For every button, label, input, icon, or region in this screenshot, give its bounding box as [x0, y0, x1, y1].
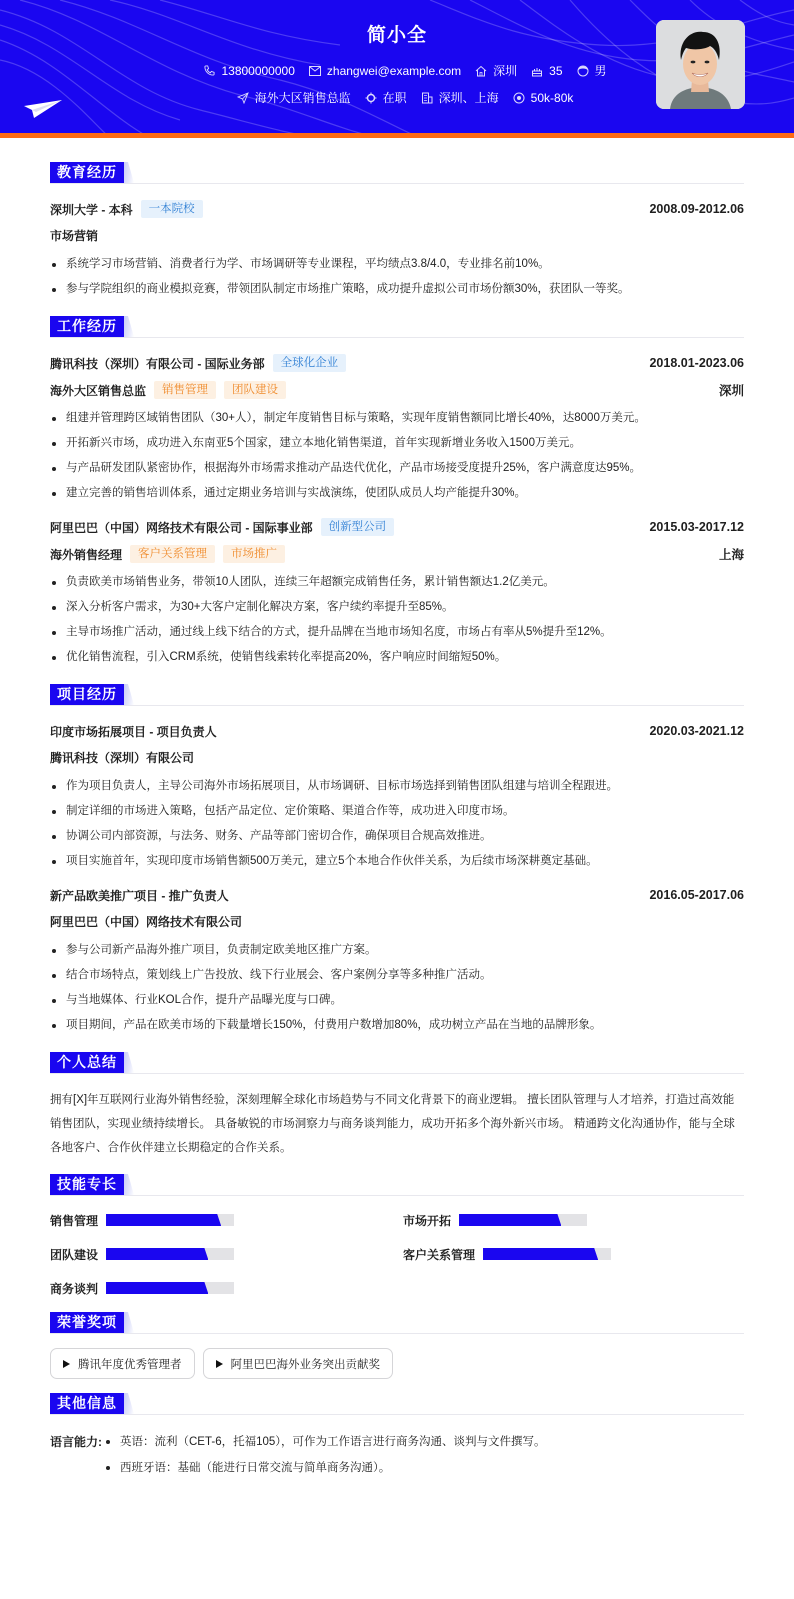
role-tag: 团队建设: [224, 381, 286, 399]
major: 市场营销: [50, 229, 99, 243]
skill-name: 团队建设: [50, 1247, 99, 1262]
language-label: 语言能力:: [50, 1435, 102, 1449]
status-item: 在职: [365, 89, 407, 106]
awards-list: [50, 1348, 744, 1379]
section-title: 荣誉奖项: [50, 1312, 124, 1333]
work-city-item: 深圳、上海: [421, 89, 499, 106]
award-badge: 腾讯年度优秀管理者: [50, 1348, 195, 1379]
skill-bar: [459, 1214, 587, 1226]
work-section: [50, 316, 744, 670]
language-info: [50, 1429, 744, 1481]
list-item: 制定详细的市场进入策略，包括产品定位、定价策略、渠道合作等，成功进入印度市场。: [50, 799, 744, 824]
school-tag: 一本院校: [141, 200, 203, 218]
role-tag: 销售管理: [154, 381, 216, 399]
list-item: 作为项目负责人，主导公司海外市场拓展项目，从市场调研、目标市场选择到销售团队组建与培训全程跟进。: [50, 774, 744, 799]
gender-icon: [577, 65, 589, 77]
skill-bar: [106, 1248, 234, 1260]
section-header: [50, 1312, 744, 1334]
award-badge: 阿里巴巴海外业务突出贡献奖: [203, 1348, 394, 1379]
position-item: 海外大区销售总监: [237, 89, 351, 106]
city-item: 深圳: [475, 62, 517, 79]
skill-bar: [483, 1248, 611, 1260]
skill-item: [403, 1244, 756, 1264]
work-bullets: [50, 406, 744, 506]
section-title: 个人总结: [50, 1052, 124, 1073]
section-header: [50, 684, 744, 706]
role-tag: 客户关系管理: [130, 545, 215, 563]
project-bullets: [50, 938, 744, 1038]
section-title: 教育经历: [50, 162, 124, 183]
section-header: [50, 316, 744, 338]
skills-section: [50, 1174, 744, 1298]
section-title: 工作经历: [50, 316, 124, 337]
skill-item: [403, 1210, 756, 1230]
skill-name: 客户关系管理: [403, 1247, 476, 1262]
role-tag: 市场推广: [223, 545, 285, 563]
work-date: 2015.03-2017.12: [649, 520, 744, 534]
phone-icon: [203, 65, 215, 77]
job-role: 海外销售经理: [50, 547, 123, 562]
resume-header: [0, 0, 794, 138]
candidate-name: 简小全: [366, 25, 427, 46]
age-item: 35: [531, 64, 562, 78]
school-name: 深圳大学 - 本科: [50, 202, 133, 217]
project-name: 印度市场拓展项目 - 项目负责人: [50, 724, 217, 739]
project-entry: [50, 884, 744, 1038]
list-item: 项目期间，产品在欧美市场的下载量增长150%，付费用户数增加80%，成功树立产品在当地的品牌形象。: [50, 1013, 744, 1038]
skill-bar-fill: [459, 1214, 561, 1226]
phone-item: 13800000000: [203, 64, 294, 78]
education-section: [50, 162, 744, 302]
section-title: 项目经历: [50, 684, 124, 705]
skills-grid: [50, 1210, 744, 1298]
salary-item: 50k-80k: [513, 91, 574, 105]
summary-section: [50, 1052, 744, 1160]
list-item: 组建并管理跨区域销售团队（30+人），制定年度销售目标与策略，实现年度销售额同比增长40%，达8000万美元。: [50, 406, 744, 431]
work-entry: [50, 516, 744, 670]
list-item: 主导市场推广活动，通过线上线下结合的方式，提升品牌在当地市场知名度，市场占有率从5%提升至12%。: [50, 620, 744, 645]
company-tag: 全球化企业: [273, 354, 347, 372]
list-item: 与产品研发团队紧密协作，根据海外市场需求推动产品迭代优化，产品市场接受度提升25%，客户满意度达95%。: [50, 456, 744, 481]
section-title: 技能专长: [50, 1174, 124, 1195]
work-bullets: [50, 570, 744, 670]
company-name: 腾讯科技（深圳）有限公司 - 国际业务部: [50, 356, 265, 371]
building-icon: [421, 92, 433, 104]
triangle-right-icon: [63, 1360, 70, 1368]
project-company: 阿里巴巴（中国）网络技术有限公司: [50, 915, 243, 929]
skill-bar-fill: [106, 1282, 208, 1294]
gender-item: 男: [577, 62, 607, 79]
section-header: [50, 1174, 744, 1196]
status-icon: [365, 92, 377, 104]
skill-name: 市场开拓: [403, 1213, 452, 1228]
send-icon: [237, 92, 249, 104]
section-header: [50, 162, 744, 184]
work-location: 深圳: [718, 384, 744, 398]
list-item: 西班牙语：基础（能进行日常交流与简单商务沟通）。: [104, 1455, 546, 1481]
project-bullets: [50, 774, 744, 874]
avatar-photo: [656, 20, 745, 109]
mail-icon: [309, 65, 321, 77]
project-date: 2020.03-2021.12: [649, 724, 744, 738]
company-tag: 创新型公司: [321, 518, 395, 536]
work-date: 2018.01-2023.06: [649, 356, 744, 370]
skill-bar-fill: [106, 1248, 208, 1260]
list-item: 协调公司内部资源，与法务、财务、产品等部门密切合作，确保项目合规高效推进。: [50, 824, 744, 849]
list-item: 深入分析客户需求，为30+大客户定制化解决方案，客户续约率提升至85%。: [50, 595, 744, 620]
language-list: [104, 1429, 546, 1481]
list-item: 负责欧美市场销售业务，带领10人团队，连续三年超额完成销售任务，累计销售额达1.2亿美元。: [50, 570, 744, 595]
skill-bar-fill: [106, 1214, 221, 1226]
list-item: 开拓新兴市场，成功进入东南亚5个国家，建立本地化销售渠道，首年实现新增业务收入1500万美元。: [50, 431, 744, 456]
section-header: [50, 1393, 744, 1415]
salary-icon: [513, 92, 525, 104]
awards-section: [50, 1312, 744, 1379]
skill-item: [50, 1210, 403, 1230]
project-entry: [50, 720, 744, 874]
work-entry: [50, 352, 744, 506]
skill-item: [50, 1278, 403, 1298]
skill-name: 商务谈判: [50, 1281, 99, 1296]
list-item: 建立完善的销售培训体系，通过定期业务培训与实战演练，使团队成员人均产能提升30%。: [50, 481, 744, 506]
project-company: 腾讯科技（深圳）有限公司: [50, 751, 195, 765]
email-item: zhangwei@example.com: [309, 64, 461, 78]
company-name: 阿里巴巴（中国）网络技术有限公司 - 国际事业部: [50, 520, 313, 535]
education-bullets: [50, 252, 744, 302]
education-date: 2008.09-2012.06: [649, 202, 744, 216]
list-item: 项目实施首年，实现印度市场销售额500万美元，建立5个本地合作伙伴关系，为后续市场深耕奠定基础。: [50, 849, 744, 874]
skill-name: 销售管理: [50, 1213, 99, 1228]
job-role: 海外大区销售总监: [50, 383, 147, 398]
home-icon: [475, 65, 487, 77]
resume-body: [0, 138, 794, 1515]
projects-section: [50, 684, 744, 1038]
work-location: 上海: [718, 548, 744, 562]
other-info-section: [50, 1393, 744, 1481]
list-item: 系统学习市场营销、消费者行为学、市场调研等专业课程，平均绩点3.8/4.0，专业排名前10%。: [50, 252, 744, 277]
triangle-right-icon: [216, 1360, 223, 1368]
list-item: 参与学院组织的商业模拟竞赛，带领团队制定市场推广策略，成功提升虚拟公司市场份额30%，获团队一等奖。: [50, 277, 744, 302]
list-item: 参与公司新产品海外推广项目，负责制定欧美地区推广方案。: [50, 938, 744, 963]
age-icon: [531, 65, 543, 77]
skill-bar: [106, 1282, 234, 1294]
skill-bar: [106, 1214, 234, 1226]
summary-text: 拥有[X]年互联网行业海外销售经验，深刻理解全球化市场趋势与不同文化背景下的商业逻辑。 擅长团队管理与人才培养，打造过高效能销售团队，实现业绩持续增长。 具备敏锐的市场洞察力与商务谈判能力，成功开拓多个海外新兴市场。 精通跨文化沟通协作，能与全球各地客户、合作伙伴建立长期稳定的合作关系。: [50, 1094, 735, 1154]
accent-stripe: [0, 133, 794, 138]
section-title: 其他信息: [50, 1393, 124, 1414]
skill-bar-fill: [483, 1248, 598, 1260]
project-date: 2016.05-2017.06: [649, 888, 744, 902]
education-entry: [50, 198, 744, 302]
list-item: 与当地媒体、行业KOL合作，提升产品曝光度与口碑。: [50, 988, 744, 1013]
list-item: 英语：流利（CET-6，托福105），可作为工作语言进行商务沟通、谈判与文件撰写。: [104, 1429, 546, 1455]
project-name: 新产品欧美推广项目 - 推广负责人: [50, 888, 229, 903]
list-item: 优化销售流程，引入CRM系统，使销售线索转化率提高20%，客户响应时间缩短50%。: [50, 645, 744, 670]
skill-item: [50, 1244, 403, 1264]
list-item: 结合市场特点，策划线上广告投放、线下行业展会、客户案例分享等多种推广活动。: [50, 963, 744, 988]
section-header: [50, 1052, 744, 1074]
